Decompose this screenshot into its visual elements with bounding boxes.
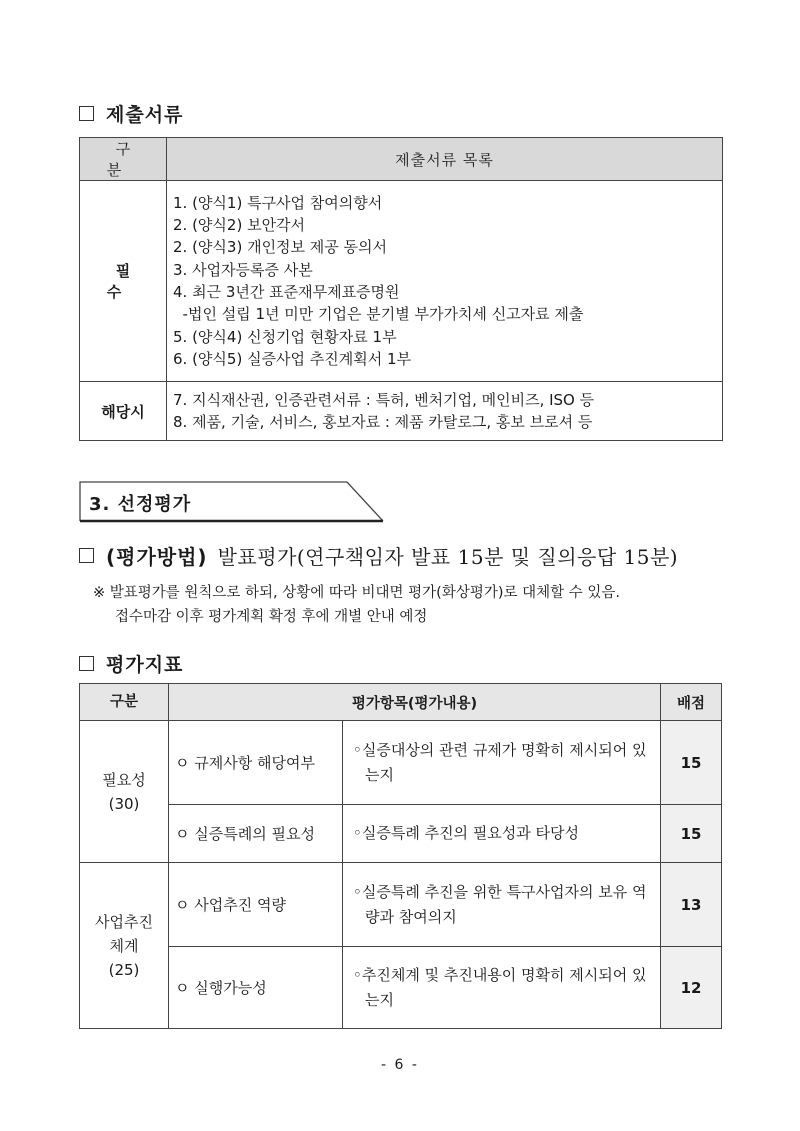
header-document-list: 제출서류 목록	[167, 138, 723, 181]
item-score: 15	[661, 805, 722, 863]
header-score: 배점	[661, 684, 722, 721]
submission-table	[79, 137, 723, 441]
method-text: 발표평가(연구책임자 발표 15분 및 질의응답 15분)	[217, 545, 679, 569]
list-item: 7. 지식재산권, 인증관련서류 : 특허, 벤처기업, 메인비즈, ISO 등	[173, 390, 595, 409]
table-row	[80, 863, 722, 947]
list-item: 8. 제품, 기술, 서비스, 홍보자료 : 제품 카탈로그, 홍보 브로셔 등	[173, 413, 593, 431]
evaluation-method	[79, 541, 678, 570]
required-document-list	[167, 181, 723, 382]
list-item: 5. (양식4) 신청기업 현황자료 1부	[173, 327, 397, 346]
list-item: 3. 사업자등록증 사본	[173, 260, 313, 279]
evaluation-indicators-table	[79, 683, 722, 1029]
section-3-header	[79, 481, 384, 522]
table-row	[80, 805, 722, 863]
list-item: 6. (양식5) 실증사업 추진계획서 1부	[173, 349, 412, 368]
list-item: 1. (양식1) 특구사업 참여의향서	[173, 193, 383, 212]
item-description: ◦실증특례 추진을 위한 특구사업자의 보유 역량과 참여의지	[343, 863, 661, 947]
category-necessity: 필요성 (30)	[80, 721, 169, 863]
category-if-applicable: 해당시	[80, 382, 167, 441]
item-business-capability: ㅇ 사업추진 역량	[169, 863, 343, 947]
submission-section-title	[79, 100, 183, 127]
item-regulation-applicability: ㅇ 규제사항 해당여부	[169, 721, 343, 805]
header-evaluation-item: 평가항목(평가내용)	[169, 684, 661, 721]
submission-table-header	[80, 138, 723, 181]
item-score: 15	[661, 721, 722, 805]
method-label: (평가방법)	[106, 545, 208, 569]
page-number: - 6 -	[381, 1057, 419, 1073]
list-item: 4. 최근 3년간 표준재무제표증명원	[173, 283, 400, 301]
note-line-2: 접수마감 이후 평가계획 확정 후에 개별 안내 예정	[115, 609, 428, 625]
list-item: 2. (양식2) 보안각서	[173, 216, 306, 235]
item-description: ◦추진체계 및 추진내용이 명확히 제시되어 있는지	[343, 947, 661, 1029]
checkbox-square-icon	[79, 106, 94, 121]
table-row-if-applicable	[80, 382, 723, 441]
header-category: 구분	[80, 684, 169, 721]
list-item: -법인 설립 1년 미만 기업은 분기별 부가가치세 신고자료 제출	[173, 305, 584, 324]
submission-title-text: 제출서류	[106, 104, 184, 126]
list-item: 2. (양식3) 개인정보 제공 동의서	[173, 238, 388, 257]
table-row	[80, 947, 722, 1029]
optional-document-list	[167, 382, 723, 441]
section-3-title: 3. 선정평가	[89, 494, 192, 515]
item-demonstration-necessity: ㅇ 실증특례의 필요성	[169, 805, 343, 863]
checkbox-square-icon	[79, 656, 94, 671]
table-row-required	[80, 181, 723, 382]
item-score: 13	[661, 863, 722, 947]
note-line-1: ※ 발표평가를 원칙으로 하되, 상황에 따라 비대면 평가(화상평가)로 대체할 수 있음.	[93, 585, 620, 601]
header-category: 구 분	[80, 138, 167, 181]
indicators-title-text: 평가지표	[106, 654, 184, 676]
table-row	[80, 721, 722, 805]
method-note	[93, 581, 620, 629]
item-description: ◦실증대상의 관련 규제가 명확히 제시되어 있는지	[343, 721, 661, 805]
category-required: 필 수	[80, 181, 167, 382]
item-description: ◦실증특례 추진의 필요성과 타당성	[343, 805, 661, 863]
category-business-system: 사업추진 체계 (25)	[80, 863, 169, 1029]
checkbox-square-icon	[79, 548, 94, 563]
indicators-table-header	[80, 684, 722, 721]
item-score: 12	[661, 947, 722, 1029]
indicators-section-title	[79, 650, 183, 677]
item-feasibility: ㅇ 실행가능성	[169, 947, 343, 1029]
